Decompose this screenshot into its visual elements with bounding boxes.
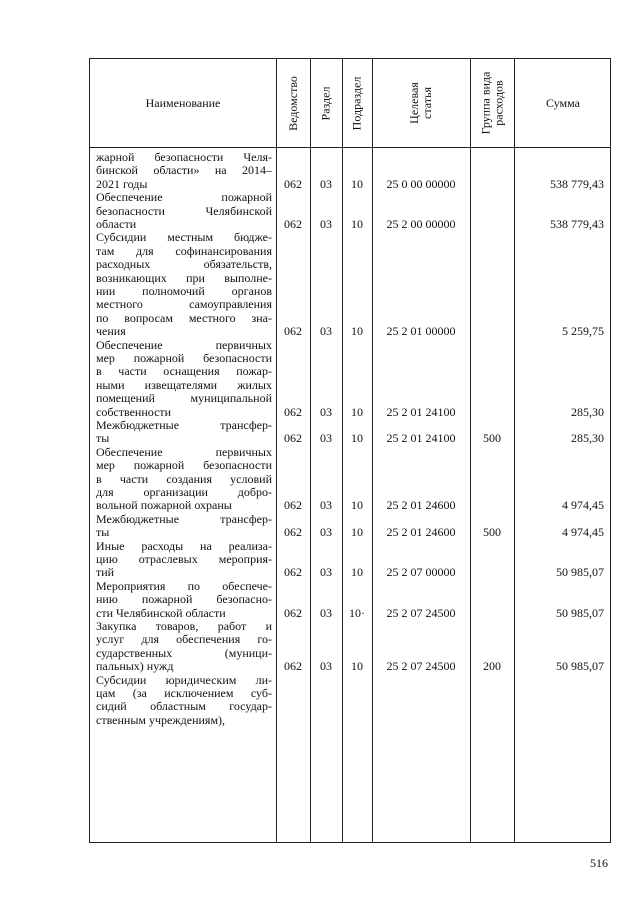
cell-celevaya: 25 2 01 24100 [386, 431, 456, 446]
row-name [96, 339, 272, 419]
row-name [96, 151, 272, 191]
cell-celevaya: 25 2 01 24600 [386, 525, 456, 540]
row-name-line: сти Челябинской области [96, 605, 226, 620]
table-row [90, 231, 610, 338]
cell-podrazdel: 10 [351, 498, 363, 513]
row-name-line: мер пожарной безопасности [96, 351, 272, 365]
cell-razdel: 03 [320, 324, 332, 339]
row-name-line: Межбюджетные трансфер- [96, 418, 272, 432]
cell-podrazdel: 10 [351, 525, 363, 540]
row-name-line: в части оснащения пожар- [96, 364, 272, 379]
row-name-line: Обеспечение первичных [96, 444, 272, 459]
row-name-line: там для софинансирования [96, 243, 272, 258]
cell-podrazdel: 10 [351, 216, 363, 231]
cell-razdel: 03 [320, 498, 332, 513]
header-name-label: Наименование [145, 95, 221, 110]
table-row [90, 674, 610, 728]
row-name-line: Мероприятия по обеспече- [96, 578, 272, 593]
row-name-line: ты [96, 525, 110, 540]
cell-celevaya: 25 2 01 24100 [386, 404, 456, 419]
table-row [90, 513, 610, 540]
cell-podrazdel: 10 [351, 176, 363, 191]
row-name [96, 580, 272, 620]
row-name-line: жарной безопасности Челя- [96, 150, 272, 164]
cell-podrazdel: 10· [349, 605, 365, 620]
cell-celevaya: 25 2 01 00000 [386, 324, 456, 339]
cell-celevaya: 25 2 07 24500 [386, 659, 456, 674]
cell-summa: 50 985,07 [556, 659, 604, 674]
row-name-line: бинской области» на 2014– [96, 163, 272, 178]
budget-table [89, 58, 611, 843]
row-name-line: ными извещателями жилых [96, 377, 272, 392]
table-row [90, 419, 610, 446]
cell-summa: 4 974,45 [562, 525, 604, 540]
header-gruppa [470, 59, 514, 147]
row-name [96, 540, 272, 580]
row-name-line: цам (за исключением суб- [96, 686, 272, 700]
row-name-line: Обеспечение первичных [96, 337, 272, 352]
row-name-line: собственности [96, 404, 172, 419]
cell-razdel: 03 [320, 431, 332, 446]
row-name-line: ственным учреждениям), [96, 712, 226, 727]
row-name-line: расходных обязательств, [96, 257, 272, 272]
row-name-line: услуг для обеспечения го- [96, 632, 272, 647]
table-row [90, 191, 610, 231]
cell-razdel: 03 [320, 659, 332, 674]
header-summa-label: Сумма [546, 95, 580, 110]
cell-celevaya: 25 0 00 00000 [386, 176, 456, 191]
cell-vedomstvo: 062 [284, 176, 302, 191]
row-name-line: вольной пожарной охраны [96, 498, 232, 513]
cell-razdel: 03 [320, 525, 332, 540]
cell-podrazdel: 10 [351, 659, 363, 674]
cell-gruppa: 500 [483, 525, 501, 540]
header-gruppa-label: Группа вида расходов [478, 71, 505, 135]
row-name-line: нии полномочий органов [96, 284, 272, 299]
header-vedomstvo-label: Ведомство [285, 75, 300, 131]
header-celevaya-label: Целевая статья [406, 82, 434, 124]
row-name-line: мер пожарной безопасности [96, 458, 272, 473]
row-name [96, 513, 272, 540]
cell-podrazdel: 10 [351, 404, 363, 419]
table-row [90, 151, 610, 191]
row-name [96, 446, 272, 513]
row-name-line: безопасности Челябинской [96, 203, 272, 218]
row-name-line: помещений муниципальной [96, 391, 272, 406]
cell-gruppa: 500 [483, 431, 501, 446]
row-name-line: по вопросам местного зна- [96, 310, 272, 325]
row-name [96, 419, 272, 446]
cell-razdel: 03 [320, 216, 332, 231]
row-name-line: сидий областным государ- [96, 699, 272, 714]
table-row [90, 446, 610, 513]
cell-celevaya: 25 2 07 24500 [386, 605, 456, 620]
cell-gruppa: 200 [483, 659, 501, 674]
row-name-line: Иные расходы на реализа- [96, 538, 272, 553]
header-razdel-label: Раздел [318, 86, 333, 120]
header-podrazdel [342, 59, 372, 147]
cell-vedomstvo: 062 [284, 404, 302, 419]
row-name-line: ты [96, 431, 110, 446]
row-name [96, 231, 272, 338]
cell-summa: 5 259,75 [562, 324, 604, 339]
row-name-line: Обеспечение пожарной [96, 190, 272, 205]
header-summa [514, 59, 612, 147]
row-name-line: возникающих при выполне- [96, 270, 272, 285]
cell-vedomstvo: 062 [284, 659, 302, 674]
cell-vedomstvo: 062 [284, 498, 302, 513]
header-vedomstvo [276, 59, 310, 147]
row-name-line: Закупка товаров, работ и [96, 619, 272, 633]
row-name-line: пальных) нужд [96, 659, 174, 674]
table-row [90, 540, 610, 580]
cell-celevaya: 25 2 01 24600 [386, 498, 456, 513]
cell-vedomstvo: 062 [284, 605, 302, 620]
row-name-line: Субсидии юридическим ли- [96, 672, 272, 687]
cell-podrazdel: 10 [351, 431, 363, 446]
table-row [90, 580, 610, 620]
row-name-line: Субсидии местным бюдже- [96, 230, 272, 245]
row-name [96, 620, 272, 674]
cell-summa: 50 985,07 [556, 605, 604, 620]
cell-vedomstvo: 062 [284, 525, 302, 540]
cell-summa: 4 974,45 [562, 498, 604, 513]
row-name-line: Межбюджетные трансфер- [96, 511, 272, 526]
table-row [90, 620, 610, 674]
row-name-line: цию отраслевых мероприя- [96, 552, 272, 566]
row-name-line: местного самоуправления [96, 297, 272, 312]
row-name-line: для организации добро- [96, 485, 272, 500]
cell-podrazdel: 10 [351, 565, 363, 580]
cell-vedomstvo: 062 [284, 216, 302, 231]
header-razdel [310, 59, 342, 147]
row-name-line: тий [96, 565, 115, 580]
cell-vedomstvo: 062 [284, 324, 302, 339]
row-name [96, 191, 272, 231]
cell-summa: 50 985,07 [556, 565, 604, 580]
row-name-line: области [96, 217, 137, 231]
row-name [96, 674, 272, 728]
cell-razdel: 03 [320, 404, 332, 419]
cell-razdel: 03 [320, 565, 332, 580]
page-number: 516 [590, 856, 608, 870]
cell-vedomstvo: 062 [284, 431, 302, 446]
header-celevaya [372, 59, 470, 147]
cell-summa: 538 779,43 [550, 216, 604, 231]
cell-vedomstvo: 062 [284, 565, 302, 580]
header-podrazdel-label: Подраздел [349, 76, 364, 130]
cell-summa: 538 779,43 [550, 176, 604, 191]
header-name [90, 59, 276, 147]
cell-razdel: 03 [320, 605, 332, 620]
cell-podrazdel: 10 [351, 324, 363, 339]
cell-celevaya: 25 2 07 00000 [386, 565, 456, 580]
row-name-line: в части создания условий [96, 471, 272, 486]
cell-celevaya: 25 2 00 00000 [386, 216, 456, 231]
row-name-line: 2021 годы [96, 176, 148, 191]
header-divider [90, 147, 610, 148]
row-name-line: нию пожарной безопасно- [96, 592, 272, 607]
cell-razdel: 03 [320, 176, 332, 191]
table-row [90, 339, 610, 419]
row-name-line: чения [96, 324, 126, 339]
row-name-line: сударственных (муници- [96, 645, 272, 660]
cell-summa: 285,30 [571, 431, 604, 446]
cell-summa: 285,30 [571, 404, 604, 419]
